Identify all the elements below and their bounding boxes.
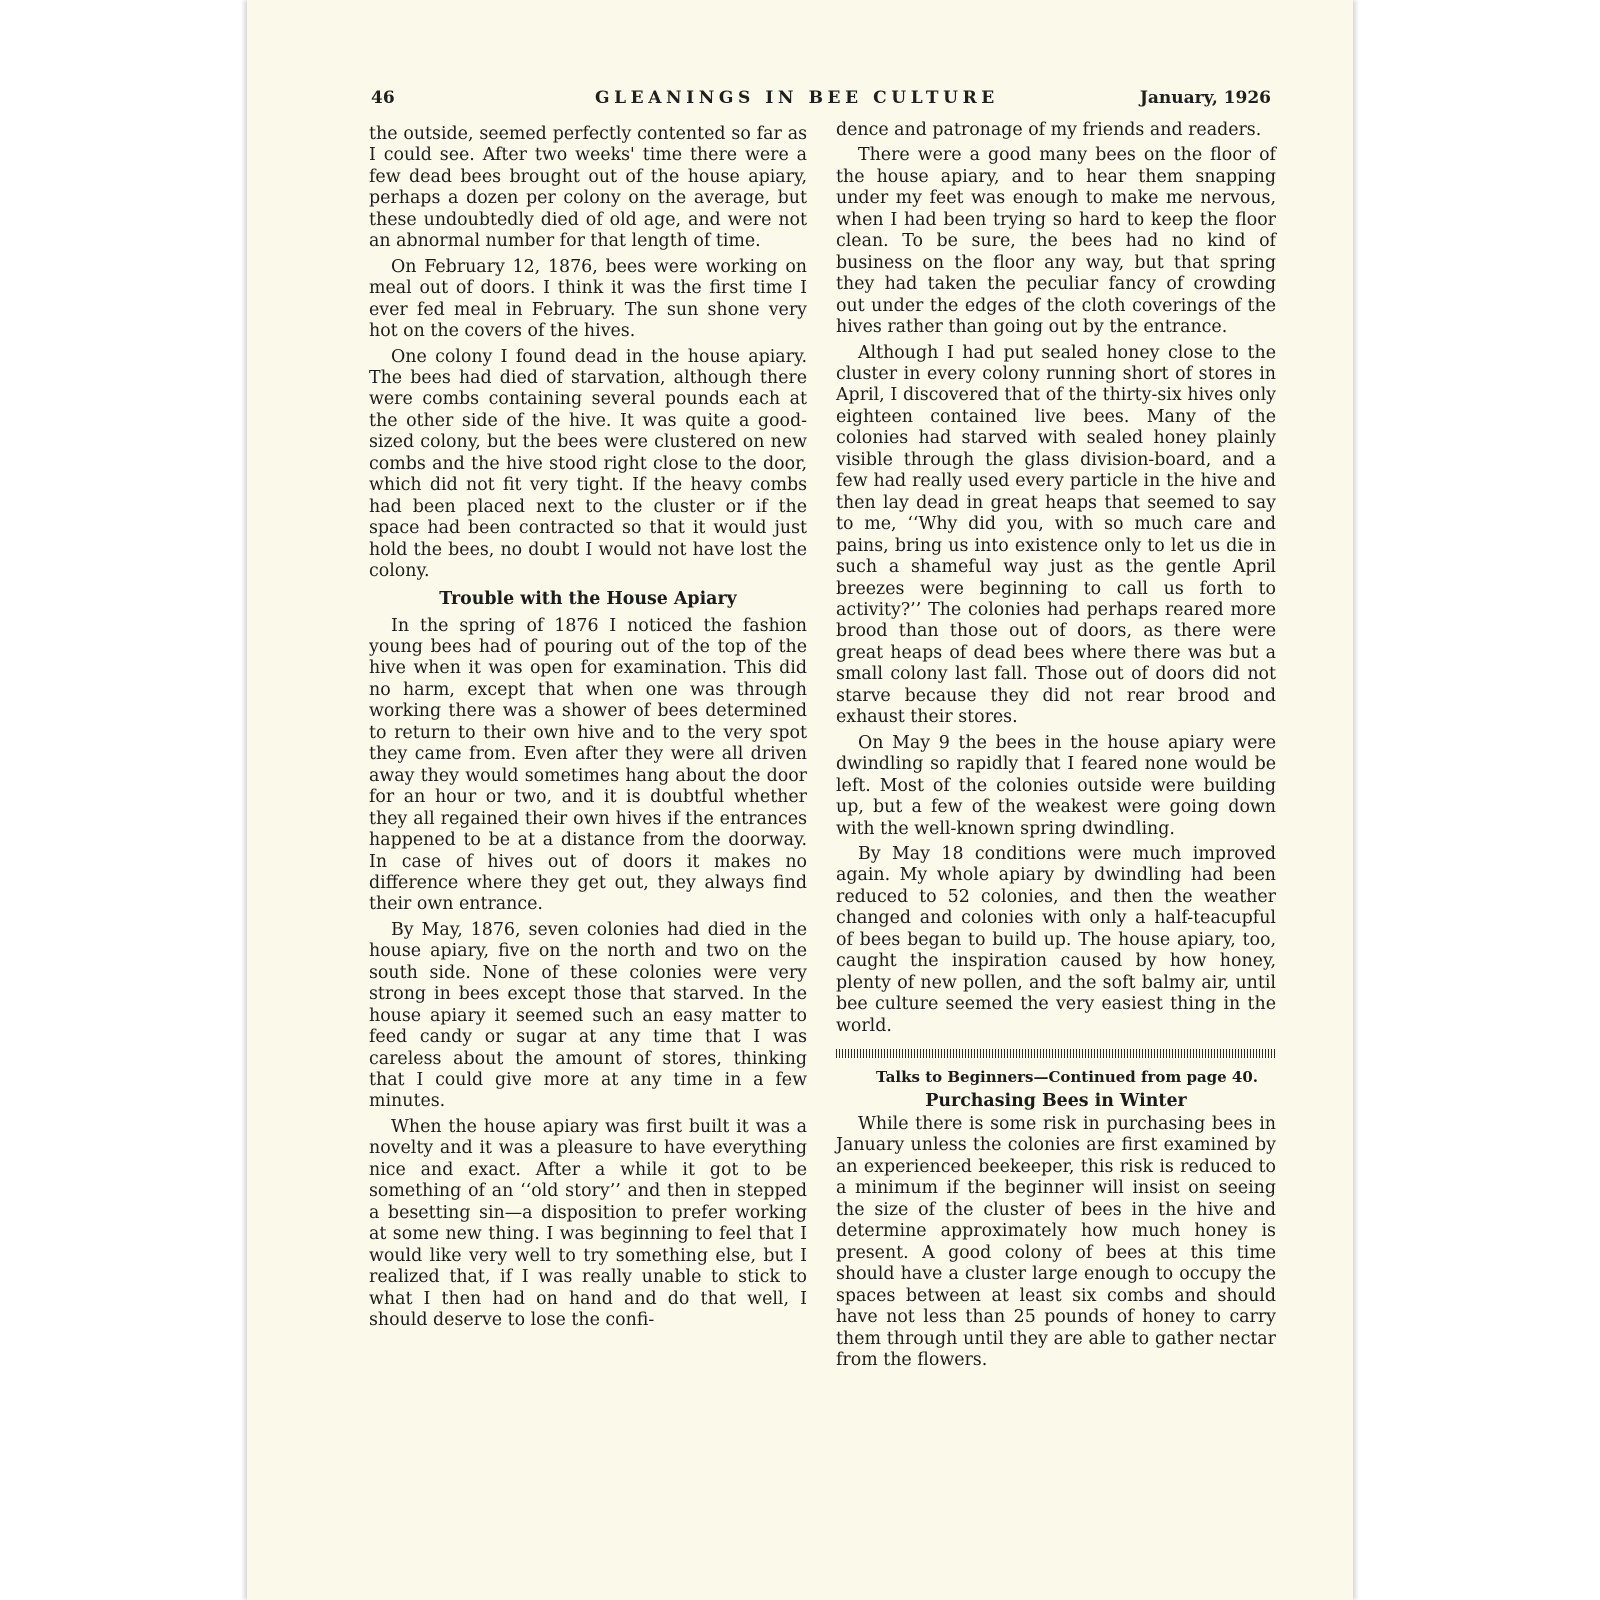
paragraph: On May 9 the bees in the house apiary were dwindling so rapidly that I feared none would be left. Most of the colonies outside were building up, but a few of the weakest were going down with the well-known spring dwindling. bbox=[836, 732, 1276, 839]
paragraph: In the spring of 1876 I noticed the fashion young bees had of pouring out of the top of the hive when it was open for examination. This did no harm, except that when one was through working there was a shower of bees determined to return to their own hive and to the very spot they came from. Even after they were all driven away they would sometimes hang about the door for an hour or two, and it is doubtful whether they all regained their own hives if the entrances happened to be at a distance from the doorway. In case of hives out of doors it makes no difference where they get out, they always find their own entrance. bbox=[369, 615, 807, 915]
paragraph: When the house apiary was first built it was a novelty and it was a pleasure to have everything nice and exact. After a while it got to be something of an ‘‘old story’’ and then in stepped a besetting sin—a disposition to prefer working at some new thing. I was beginning to feel that I would like very well to try something else, but I realized that, if I was really unable to stick to what I then had on hand and do that well, I should deserve to lose the confi- bbox=[369, 1116, 807, 1331]
continued-note: Talks to Beginners—Continued from page 40. bbox=[875, 1068, 1259, 1087]
paragraph: While there is some risk in purchasing bees in January unless the colonies are first examined by an experienced beekeeper, this risk is reduced to a minimum if the beginner will insist on seeing the size of the cluster of bees in the hive and determine approximately how much honey is present. A good colony of bees at this time should have a cluster large enough to occupy the spaces between at least six combs and should have not less than 25 pounds of honey to carry them through until they are able to gather nectar from the flowers. bbox=[836, 1114, 1276, 1371]
paragraph: By May, 1876, seven colonies had died in the house apiary, five on the north and two on the south side. None of these colonies were very strong in bees except those that starved. In the house apiary it seemed such an easy matter to feed candy or sugar at any time that I was careless about the amount of stores, thinking that I could give more at any time in a few minutes. bbox=[369, 919, 807, 1112]
left-column bbox=[369, 124, 807, 1335]
paragraph: dence and patronage of my friends and readers. bbox=[836, 120, 1262, 140]
section-heading: Purchasing Bees in Winter bbox=[925, 1091, 1187, 1112]
paragraph: Although I had put sealed honey close to the cluster in every colony running short of stores in April, I discovered that of the thirty-six hives only eighteen contained live bees. Many of the colonies had starved with sealed honey plainly visible through the glass division-board, and a few had really used every particle in the hive and then lay dead in great heaps that seemed to say to me, ‘‘Why did you, with so much care and pains, bring us into existence only to let us die in such a shameful way just as the gentle April breezes were beginning to call us forth to activity?’’ The colonies had perhaps reared more brood than those out of doors, as there were great heaps of dead bees where there was but a small colony last fall. Those out of doors did not starve because they did not rear brood and exhaust their stores. bbox=[836, 342, 1276, 728]
issue-date: January, 1926 bbox=[1139, 88, 1271, 108]
paragraph: On February 12, 1876, bees were working on meal out of doors. I think it was the first time I ever fed meal in February. The sun shone very hot on the covers of the hives. bbox=[369, 256, 807, 342]
paragraph: One colony I found dead in the house apiary. The bees had died of starvation, although there were combs containing several pounds each at the other side of the hive. It was quite a good-sized colony, but the bees were clustered on new combs and the hive stood right close to the door, which did not fit very tight. If the heavy combs had been placed next to the cluster or if the space had been contracted so that it would just hold the bees, no doubt I would not have lost the colony. bbox=[369, 346, 807, 582]
section-heading: Trouble with the House Apiary bbox=[439, 588, 737, 609]
page-number: 46 bbox=[371, 88, 395, 108]
section-divider bbox=[836, 1049, 1276, 1058]
right-column bbox=[836, 120, 1276, 1375]
page-header bbox=[371, 86, 1271, 112]
publication-title: GLEANINGS IN BEE CULTURE bbox=[595, 88, 999, 108]
paragraph: There were a good many bees on the floor of the house apiary, and to hear them snapping under my feet was enough to make me nervous, when I had been trying so hard to keep the floor clean. To be sure, the bees had no kind of business on the floor any way, but that spring they had taken the peculiar fancy of crowding out under the edges of the cloth coverings of the hives rather than going out by the entrance. bbox=[836, 145, 1276, 338]
paragraph: By May 18 conditions were much improved again. My whole apiary by dwindling had been reduced to 52 colonies, and then the weather changed and colonies with only a half-teacupful of bees began to build up. The house apiary, too, caught the inspiration caused by how honey, plenty of new pollen, and the soft balmy air, until bee culture seemed the very easiest thing in the world. bbox=[836, 843, 1276, 1036]
paragraph: the outside, seemed perfectly contented so far as I could see. After two weeks' time there were a few dead bees brought out of the house apiary, perhaps a dozen per colony on the average, but these undoubtedly died of old age, and were not an abnormal number for that length of time. bbox=[369, 124, 807, 252]
